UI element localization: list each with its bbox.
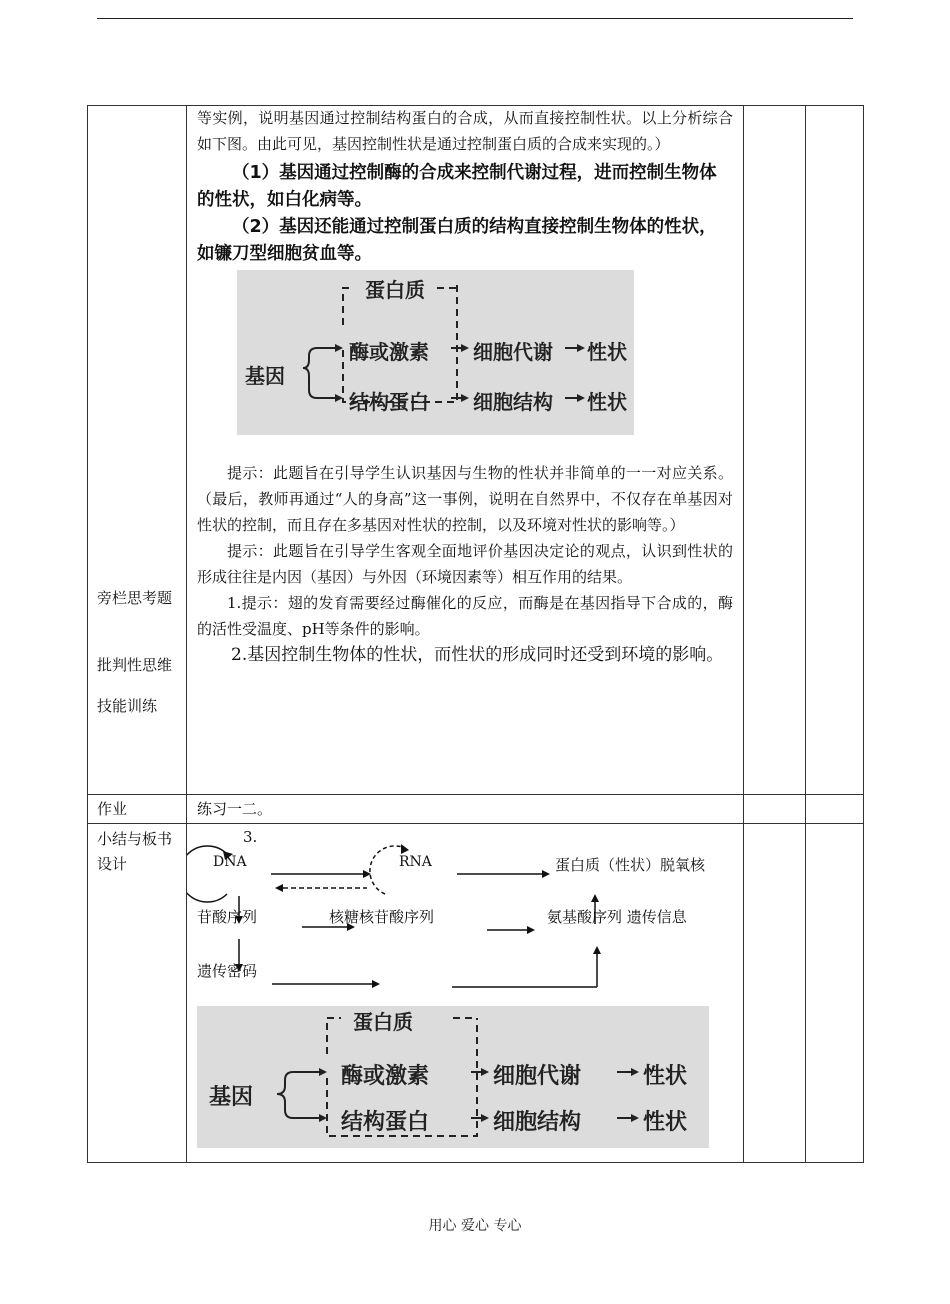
empty-cell-b xyxy=(806,106,864,795)
diagram-2-gene: 基因 xyxy=(209,1084,254,1110)
homework-label-cell xyxy=(88,795,187,824)
summary-label: 小结与板书设计 xyxy=(97,829,173,873)
side-label-sidebar-questions: 旁栏思考题 xyxy=(97,589,173,607)
page-footer: 用心 爱心 专心 xyxy=(428,1218,522,1234)
flow-aa-seq: 氨基酸序列 遗传信息 xyxy=(547,907,687,926)
diagram-2-structural-protein: 结构蛋白 xyxy=(341,1109,430,1135)
empty-cell-d xyxy=(806,795,864,824)
table-row-homework xyxy=(88,795,864,824)
flow-protein-trait: 蛋白质（性状）脱氧核 xyxy=(555,855,706,874)
diagram-2-protein: 蛋白质 xyxy=(353,1009,413,1034)
empty-cell-f xyxy=(806,823,864,1162)
side-labels-cell xyxy=(88,106,187,795)
hint-2: 提示：此题旨在引导学生客观全面地评价基因决定论的观点，认识到性状的形成往往是内因（基因）与外因（环境因素等）相互作用的结果。 xyxy=(197,542,733,586)
empty-cell-e xyxy=(744,823,806,1162)
intro-paragraph: 等实例，说明基因通过控制结构蛋白的合成，从而直接控制性状。以上分析综合如下图。由此可见，基因控制性状是通过控制蛋白质的合成来实现的。） xyxy=(197,109,733,153)
diagram-2-trait-2: 性状 xyxy=(643,1109,688,1135)
transcription-flow xyxy=(187,824,743,994)
flow-number: 3. xyxy=(243,827,258,846)
diagram-2-metabolism: 细胞代谢 xyxy=(493,1063,582,1089)
point-1: （1）基因通过控制酶的合成来控制代谢过程，进而控制生物体的性状，如白化病等。 xyxy=(197,163,717,210)
diagram-gene: 基因 xyxy=(245,364,285,388)
diagram-structural-protein: 结构蛋白 xyxy=(349,390,429,414)
homework-label: 作业 xyxy=(97,800,128,818)
side-label-critical-thinking: 批判性思维 xyxy=(97,656,173,674)
hint-1: 提示：此题旨在引导学生认识基因与生物的性状并非简单的一一对应关系。（最后，教师再通过“人的身高”这一事例，说明在自然界中，不仅存在单基因对性状的控制，而且存在多基因对性状的控制，以及环境对性状的影响等。） xyxy=(197,464,733,534)
diagram-2-lines xyxy=(197,1006,709,1148)
summary-content-cell xyxy=(187,823,744,1162)
homework-content: 练习一二。 xyxy=(197,800,273,818)
diagram-metabolism: 细胞代谢 xyxy=(473,340,553,364)
diagram-lines xyxy=(237,270,634,435)
diagram-cell-structure: 细胞结构 xyxy=(473,390,553,414)
homework-content-cell xyxy=(187,795,744,824)
table-row-summary xyxy=(88,823,864,1162)
flow-rna: RNA xyxy=(399,853,432,870)
gene-trait-diagram xyxy=(237,270,634,435)
diagram-protein: 蛋白质 xyxy=(365,278,425,302)
flow-deoxy-seq: 苷酸序列 xyxy=(197,907,258,926)
flow-ribo-seq: 核糖核苷酸序列 xyxy=(329,907,435,926)
summary-label-cell xyxy=(88,823,187,1162)
header-rule xyxy=(97,18,853,19)
flow-dna: DNA xyxy=(213,853,247,870)
diagram-2-enzyme: 酶或激素 xyxy=(341,1063,430,1089)
gene-trait-diagram-2 xyxy=(197,1006,709,1148)
empty-cell-a xyxy=(744,106,806,795)
skill-1: 1.提示：翅的发育需要经过酶催化的反应，而酶是在基因指导下合成的，酶的活性受温度、pH等条件的影响。 xyxy=(197,594,733,638)
diagram-trait-1: 性状 xyxy=(587,340,627,364)
point-2: （2）基因还能通过控制蛋白质的结构直接控制生物体的性状，如镰刀型细胞贫血等。 xyxy=(197,217,717,264)
lesson-table xyxy=(87,105,864,1163)
side-label-skill-training: 技能训练 xyxy=(97,697,158,715)
skill-2: 2.基因控制生物体的性状，而性状的形成同时还受到环境的影响。 xyxy=(231,645,724,665)
diagram-2-cell-structure: 细胞结构 xyxy=(493,1109,582,1135)
empty-cell-c xyxy=(744,795,806,824)
flow-genetic-code: 遗传密码 xyxy=(197,961,258,980)
table-row-main xyxy=(88,106,864,795)
diagram-enzyme: 酶或激素 xyxy=(349,340,429,364)
main-content-cell xyxy=(187,106,744,795)
diagram-2-trait-1: 性状 xyxy=(643,1063,688,1089)
diagram-trait-2: 性状 xyxy=(587,390,627,414)
